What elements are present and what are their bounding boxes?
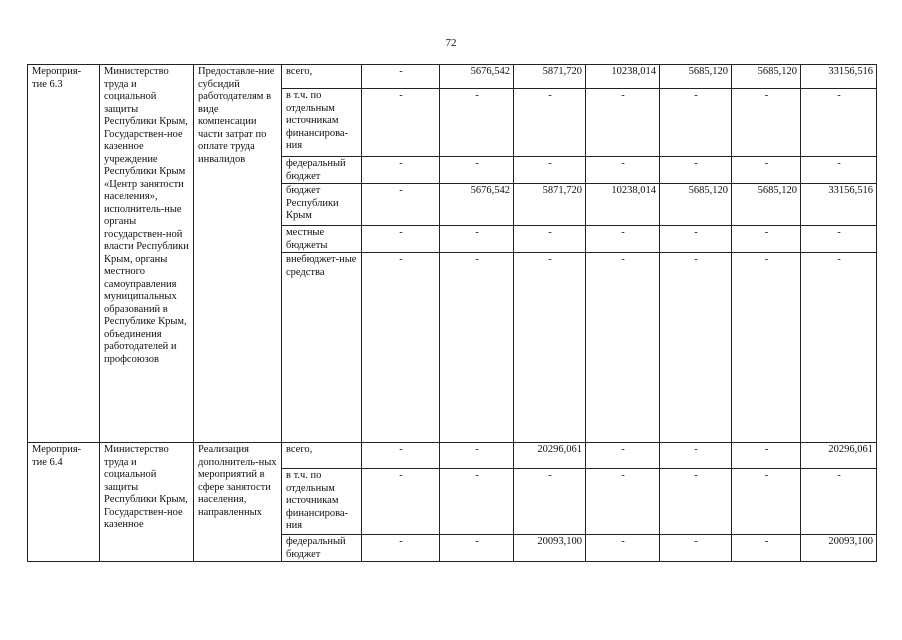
funding-source-cell: в т.ч. по отдельным источникам финансирова-ния xyxy=(282,89,362,157)
funding-source-cell: федеральный бюджет xyxy=(282,535,362,562)
amount-cell: - xyxy=(514,89,586,157)
amount-cell: - xyxy=(440,157,514,184)
description-cell: Предоставле-ние субсидий работодателям в виде компенсации части затрат по оплате труда инвалидов xyxy=(194,65,282,443)
page-number: 72 xyxy=(445,37,457,49)
amount-cell: - xyxy=(732,253,801,443)
amount-cell: - xyxy=(362,89,440,157)
amount-cell: - xyxy=(732,535,801,562)
financing-table xyxy=(27,64,877,562)
amount-cell: - xyxy=(440,89,514,157)
amount-cell: - xyxy=(801,157,877,184)
amount-cell: - xyxy=(660,535,732,562)
amount-cell: - xyxy=(801,226,877,253)
amount-cell: - xyxy=(586,469,660,535)
amount-cell: - xyxy=(586,157,660,184)
amount-cell: - xyxy=(586,253,660,443)
amount-cell: - xyxy=(362,184,440,226)
amount-cell: 20296,061 xyxy=(514,443,586,469)
amount-cell: - xyxy=(362,469,440,535)
funding-source-cell: в т.ч. по отдельным источникам финансирова-ния xyxy=(282,469,362,535)
amount-cell: - xyxy=(801,469,877,535)
amount-cell: - xyxy=(732,89,801,157)
amount-cell: - xyxy=(586,226,660,253)
amount-cell: - xyxy=(660,469,732,535)
amount-cell: 5685,120 xyxy=(732,65,801,89)
amount-cell: - xyxy=(362,443,440,469)
amount-cell: - xyxy=(586,535,660,562)
funding-source-cell: местные бюджеты xyxy=(282,226,362,253)
executor-cell: Министерство труда и социальной защиты Республики Крым, Государствен-ное казенное xyxy=(100,443,194,562)
amount-cell: - xyxy=(660,443,732,469)
amount-cell: 5676,542 xyxy=(440,65,514,89)
amount-cell: - xyxy=(732,469,801,535)
funding-source-cell: внебюджет-ные средства xyxy=(282,253,362,443)
amount-cell: - xyxy=(660,226,732,253)
amount-cell: - xyxy=(362,535,440,562)
amount-cell: - xyxy=(440,535,514,562)
amount-cell: 10238,014 xyxy=(586,65,660,89)
event-name-cell: Мероприя-тие 6.3 xyxy=(28,65,100,443)
amount-cell: 10238,014 xyxy=(586,184,660,226)
table-row xyxy=(28,65,877,89)
amount-cell: - xyxy=(732,226,801,253)
amount-cell: 20093,100 xyxy=(801,535,877,562)
amount-cell: 5871,720 xyxy=(514,184,586,226)
funding-source-cell: всего, xyxy=(282,65,362,89)
amount-cell: 5676,542 xyxy=(440,184,514,226)
amount-cell: - xyxy=(514,157,586,184)
funding-source-cell: всего, xyxy=(282,443,362,469)
amount-cell: - xyxy=(586,443,660,469)
amount-cell: 5685,120 xyxy=(732,184,801,226)
executor-cell: Министерство труда и социальной защиты Республики Крым, Государствен-ное казенное учреждение Республики Крым «Центр занятости населения», исполнитель-ные органы государствен-ной власти Республики Крым, органы местного самоуправления муниципальных образований в Республике Крым, объединения работодателей и профсоюзов xyxy=(100,65,194,443)
amount-cell: - xyxy=(801,253,877,443)
amount-cell: 5871,720 xyxy=(514,65,586,89)
amount-cell: - xyxy=(440,469,514,535)
amount-cell: - xyxy=(440,226,514,253)
event-name-cell: Мероприя-тие 6.4 xyxy=(28,443,100,562)
amount-cell: 20296,061 xyxy=(801,443,877,469)
amount-cell: 5685,120 xyxy=(660,184,732,226)
amount-cell: - xyxy=(732,443,801,469)
amount-cell: - xyxy=(660,157,732,184)
amount-cell: - xyxy=(660,253,732,443)
amount-cell: - xyxy=(440,253,514,443)
table-row xyxy=(28,443,877,469)
amount-cell: - xyxy=(732,157,801,184)
amount-cell: 33156,516 xyxy=(801,184,877,226)
amount-cell: - xyxy=(514,226,586,253)
funding-source-cell: федеральный бюджет xyxy=(282,157,362,184)
amount-cell: - xyxy=(362,65,440,89)
table-body xyxy=(28,65,877,562)
amount-cell: 33156,516 xyxy=(801,65,877,89)
amount-cell: - xyxy=(660,89,732,157)
amount-cell: 5685,120 xyxy=(660,65,732,89)
amount-cell: - xyxy=(514,253,586,443)
amount-cell: - xyxy=(362,157,440,184)
amount-cell: 20093,100 xyxy=(514,535,586,562)
amount-cell: - xyxy=(586,89,660,157)
description-cell: Реализация дополнитель-ных мероприятий в сфере занятости населения, направленных xyxy=(194,443,282,562)
amount-cell: - xyxy=(801,89,877,157)
amount-cell: - xyxy=(362,253,440,443)
amount-cell: - xyxy=(514,469,586,535)
funding-source-cell: бюджет Республики Крым xyxy=(282,184,362,226)
amount-cell: - xyxy=(440,443,514,469)
amount-cell: - xyxy=(362,226,440,253)
